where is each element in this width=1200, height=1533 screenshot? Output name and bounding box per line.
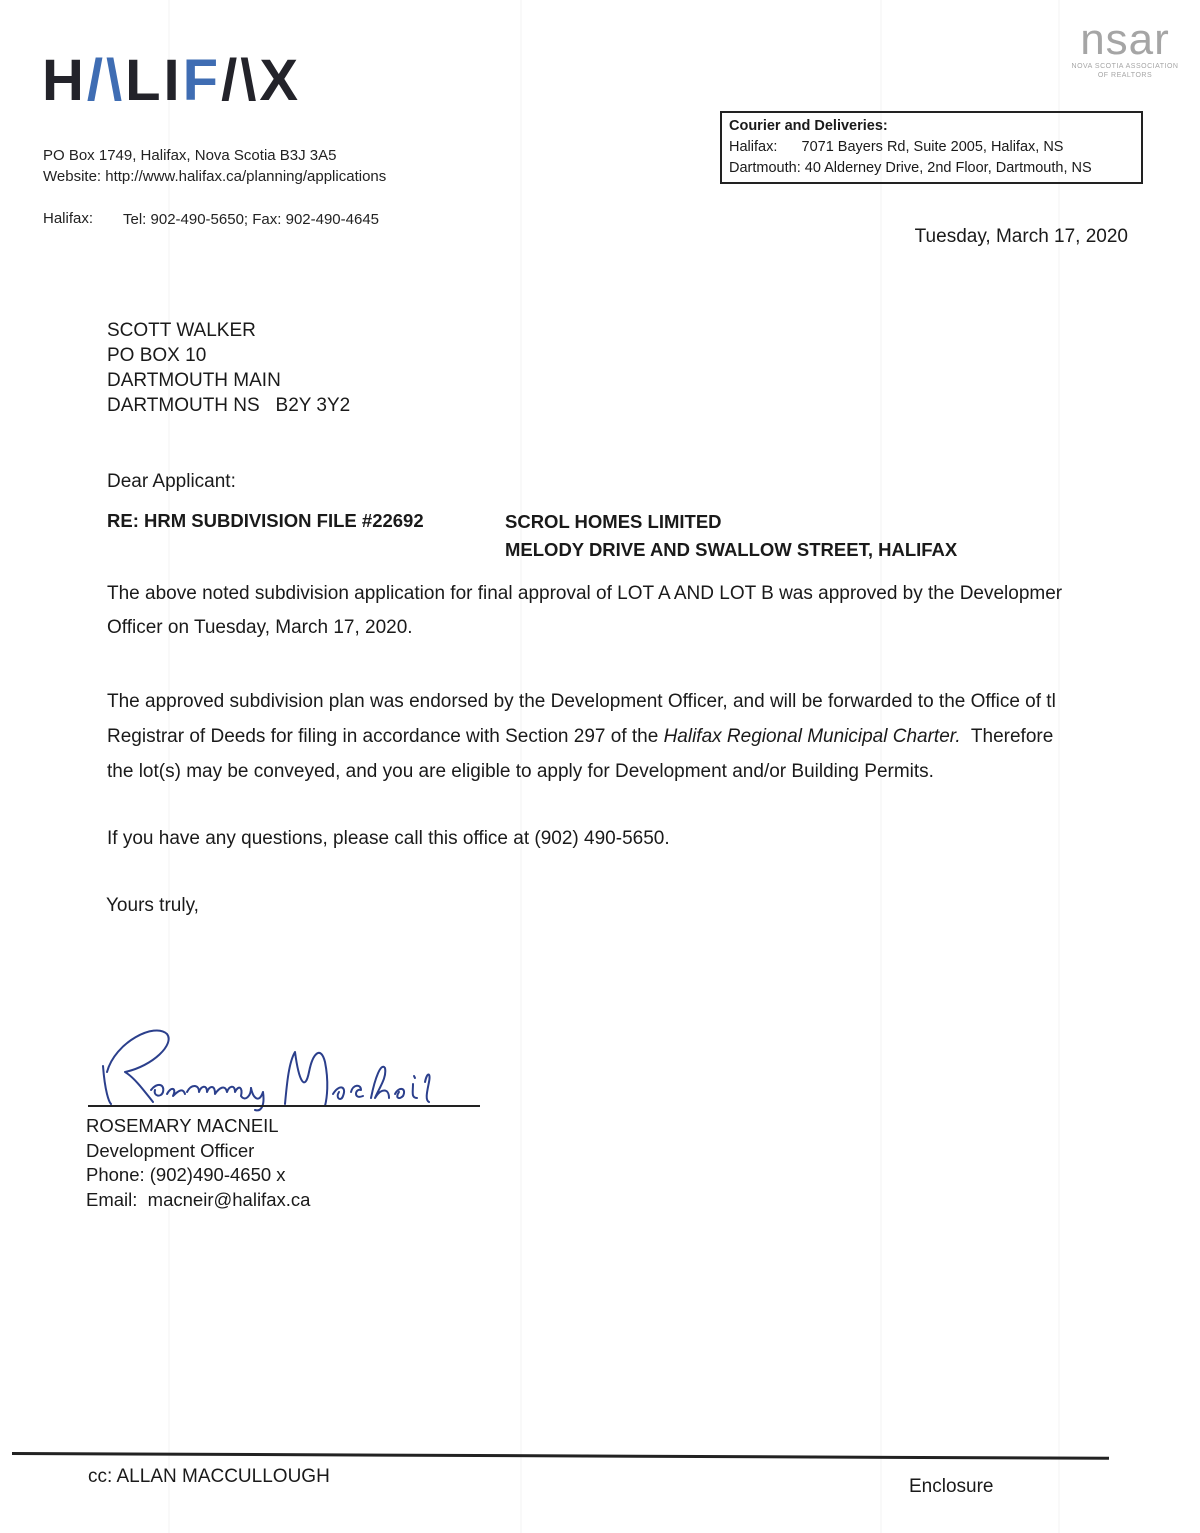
para2-line1: The approved subdivision plan was endorsed by the Development Officer, and will be forwarded to the Office of tl	[107, 691, 1056, 712]
courier-dartmouth: Dartmouth: 40 Alderney Drive, 2nd Floor, Dartmouth, NS	[729, 160, 1092, 176]
charter-title: Halifax Regional Municipal Charter.	[663, 726, 961, 747]
signer-block	[86, 1114, 310, 1212]
recipient-line1: PO BOX 10	[107, 345, 207, 366]
nsar-logo-mark: nsar	[1080, 15, 1170, 64]
salutation: Dear Applicant:	[107, 471, 236, 492]
closing: Yours truly,	[106, 895, 199, 916]
recipient-line2: DARTMOUTH MAIN	[107, 370, 281, 391]
nsar-logo-line1: NOVA SCOTIA ASSOCIATION	[1071, 63, 1179, 70]
recipient-name: SCOTT WALKER	[107, 320, 256, 341]
halifax-logo: H/\LIF/\X	[42, 48, 302, 113]
para1-line2: Officer on Tuesday, March 17, 2020.	[107, 617, 413, 638]
para3: If you have any questions, please call this office at (902) 490-5650.	[107, 828, 670, 849]
letter-date: Tuesday, March 17, 2020	[914, 226, 1128, 247]
cc-line: cc: ALLAN MACCULLOUGH	[88, 1466, 330, 1487]
para2-line2	[107, 719, 1053, 754]
re-label: RE: HRM SUBDIVISION FILE #22692	[107, 510, 424, 531]
enclosure-label: Enclosure	[909, 1476, 994, 1497]
recipient-address	[107, 318, 350, 418]
signature-line	[88, 1105, 480, 1107]
signer-name: ROSEMARY MACNEIL	[86, 1115, 279, 1136]
courier-box	[720, 111, 1143, 184]
signer-title: Development Officer	[86, 1139, 255, 1161]
nsar-logo	[1062, 15, 1188, 80]
courier-halifax: Halifax: 7071 Bayers Rd, Suite 2005, Halifax, NS	[729, 139, 1064, 155]
para2-line3: the lot(s) may be conveyed, and you are eligible to apply for Development and/or Building Permits.	[107, 761, 934, 782]
para2-line2-pre: Registrar of Deeds for filing in accordance with Section 297 of the	[107, 726, 664, 747]
recipient-line3: DARTMOUTH NS B2Y 3Y2	[107, 395, 351, 416]
courier-title: Courier and Deliveries:	[729, 118, 888, 134]
letterhead-address: PO Box 1749, Halifax, Nova Scotia B3J 3A5	[43, 147, 337, 164]
letterhead-phone: Tel: 902-490-5650; Fax: 902-490-4645	[123, 211, 380, 228]
re-company: SCROL HOMES LIMITED	[505, 511, 722, 532]
letterhead-phone-label: Halifax:	[43, 210, 94, 227]
para1-line1: The above noted subdivision application for final approval of LOT A AND LOT B was approved by the Developmer	[107, 583, 1063, 604]
footer-rule	[12, 1452, 1109, 1460]
signer-phone: Phone: (902)490-4650 x	[86, 1164, 286, 1185]
re-location: MELODY DRIVE AND SWALLOW STREET, HALIFAX	[505, 539, 958, 560]
para2-line2-post: Therefore	[960, 726, 1054, 747]
nsar-logo-line2: OF REALTORS	[1097, 72, 1153, 79]
signer-email: Email: macneir@halifax.ca	[86, 1188, 311, 1210]
letterhead-website: Website: http://www.halifax.ca/planning/applications	[43, 168, 387, 185]
handwritten-signature	[95, 1022, 475, 1112]
